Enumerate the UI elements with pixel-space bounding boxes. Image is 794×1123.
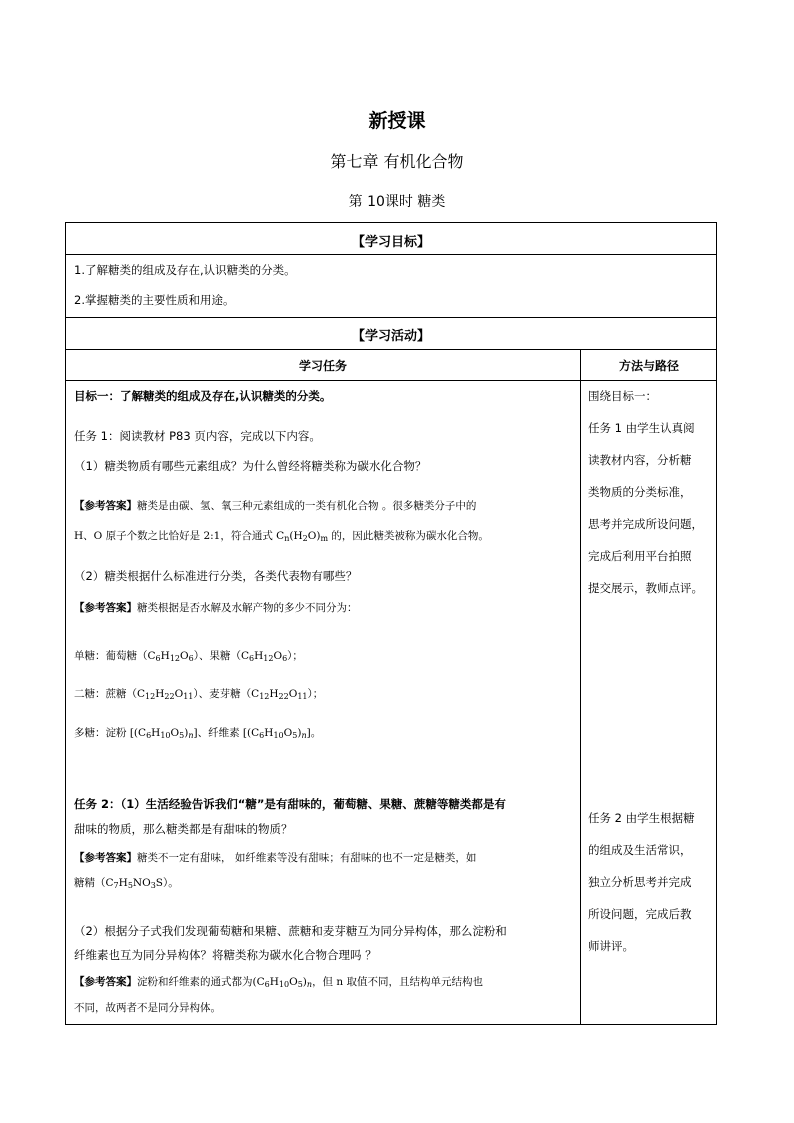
task-one: 任务 1：阅读教材 P83 页内容，完成以下内容。 — [74, 429, 321, 443]
answer-3-line-2: 糖精$(C_7H_5NO_3S)$。 — [74, 877, 179, 890]
answer-text: 糖类不一定有甜味， 如纤维素等没有甜味；有甜味的也不一定是糖类，如 — [137, 852, 477, 864]
answer-1-line-2: H、O 原子个数之比恰好是 2:1，符合通式 $C_n(H_2O)_m$ 的，因此糖类被称为碳水化合物。 — [74, 530, 489, 543]
method-line: 围绕目标一： — [588, 389, 657, 403]
question-4-line-1: （2）根据分子式我们发现葡萄糖和果糖、蔗糖和麦芽糖互为同分异构体，那么淀粉和 — [74, 924, 507, 938]
goals-heading: 【学习目标】 — [351, 235, 430, 250]
column-header-task: 学习任务 — [298, 359, 347, 373]
method-line: 完成后利用平台拍照 — [588, 549, 692, 563]
reference-answer-tag: 【参考答案】 — [74, 602, 137, 614]
goal-one-heading: 目标一：了解糖类的组成及存在,认识糖类的分类。 — [74, 389, 332, 403]
reference-answer-tag: 【参考答案】 — [74, 976, 137, 988]
answer-text: 糖类根据是否水解及水解产物的多少不同分为： — [137, 602, 358, 614]
method-line: 思考并完成所设问题， — [588, 517, 703, 531]
answer-4-line-1 — [74, 975, 483, 990]
answer-text: 的，因此糖类被称为碳水化合物。 — [331, 530, 489, 542]
method-line: 的组成及生活常识， — [588, 843, 692, 857]
question-2: （2）糖类根据什么标准进行分类，各类代表物有哪些？ — [74, 569, 358, 583]
method-line: 独立分析思考并完成 — [588, 875, 692, 889]
answer-3-line-1 — [74, 851, 476, 866]
method-line: 类物质的分类标准， — [588, 485, 692, 499]
answer-text: 淀粉和纤维素的通式都为$(C_6H_{10}O_5)_n$，但 n 取值不同，且结构单元结构也 — [137, 976, 483, 989]
row-divider — [66, 380, 716, 381]
reference-answer-tag: 【参考答案】 — [74, 500, 137, 512]
lesson-table — [65, 222, 717, 1025]
row-divider — [66, 349, 716, 350]
reference-answer-tag: 【参考答案】 — [74, 852, 137, 864]
chapter-title: 第七章 有机化合物 — [330, 152, 464, 171]
task-two-line-1: 任务 2：（1）生活经验告诉我们“糖”是有甜味的，葡萄糖、果糖、蔗糖等糖类都是有 — [74, 797, 506, 811]
polysaccharide-line: 多糖：淀粉 $[(C_6H_{10}O_5)_n]$、纤维素 $[(C_6H_{10}O_5)_n]$。 — [74, 727, 322, 740]
method-line: 师讲评。 — [588, 939, 634, 953]
method-line: 读教材内容，分析糖 — [588, 453, 692, 467]
disaccharide-line: 二糖：蔗糖$(C_{12}H_{22}O_{11})$、麦芽糖$(C_{12}H_{22}O_{11})$； — [74, 688, 324, 701]
answer-4-line-2: 不同，故两者不是同分异构体。 — [74, 1002, 221, 1014]
goal-item: 2.掌握糖类的主要性质和用途。 — [74, 293, 235, 307]
goal-item: 1.了解糖类的组成及存在,认识糖类的分类。 — [74, 263, 296, 277]
answer-text: H、O 原子个数之比恰好是 2:1，符合通式 C — [74, 530, 285, 542]
method-line: 任务 2 由学生根据糖 — [588, 811, 695, 825]
answer-2-intro — [74, 601, 358, 616]
monosaccharide-line: 单糖：葡萄糖$(C_6H_{12}O_6)$、果糖$(C_6H_{12}O_6)$； — [74, 650, 303, 663]
column-header-method: 方法与路径 — [618, 359, 679, 373]
activity-heading: 【学习活动】 — [351, 329, 430, 344]
answer-1-line-1 — [74, 499, 476, 514]
row-divider — [66, 317, 716, 318]
row-divider — [66, 254, 716, 255]
column-divider — [580, 349, 581, 1024]
method-line: 提交展示，教师点评。 — [588, 581, 703, 595]
lesson-title: 第 10课时 糖类 — [348, 194, 446, 210]
question-4-line-2: 纤维素也互为同分异构体？将糖类称为碳水化合物合理吗 ？ — [74, 948, 377, 962]
question-1: （1）糖类物质有哪些元素组成？为什么曾经将糖类称为碳水化合物？ — [74, 459, 427, 473]
task-two-line-2: 甜味的物质，那么糖类都是有甜味的物质？ — [74, 822, 293, 836]
method-line: 所设问题，完成后教 — [588, 907, 692, 921]
page-title: 新授课 — [368, 110, 426, 132]
answer-text: 糖类是由碳、氢、氧三种元素组成的一类有机化合物 。很多糖类分子中的 — [137, 500, 477, 512]
method-line: 任务 1 由学生认真阅 — [588, 421, 695, 435]
